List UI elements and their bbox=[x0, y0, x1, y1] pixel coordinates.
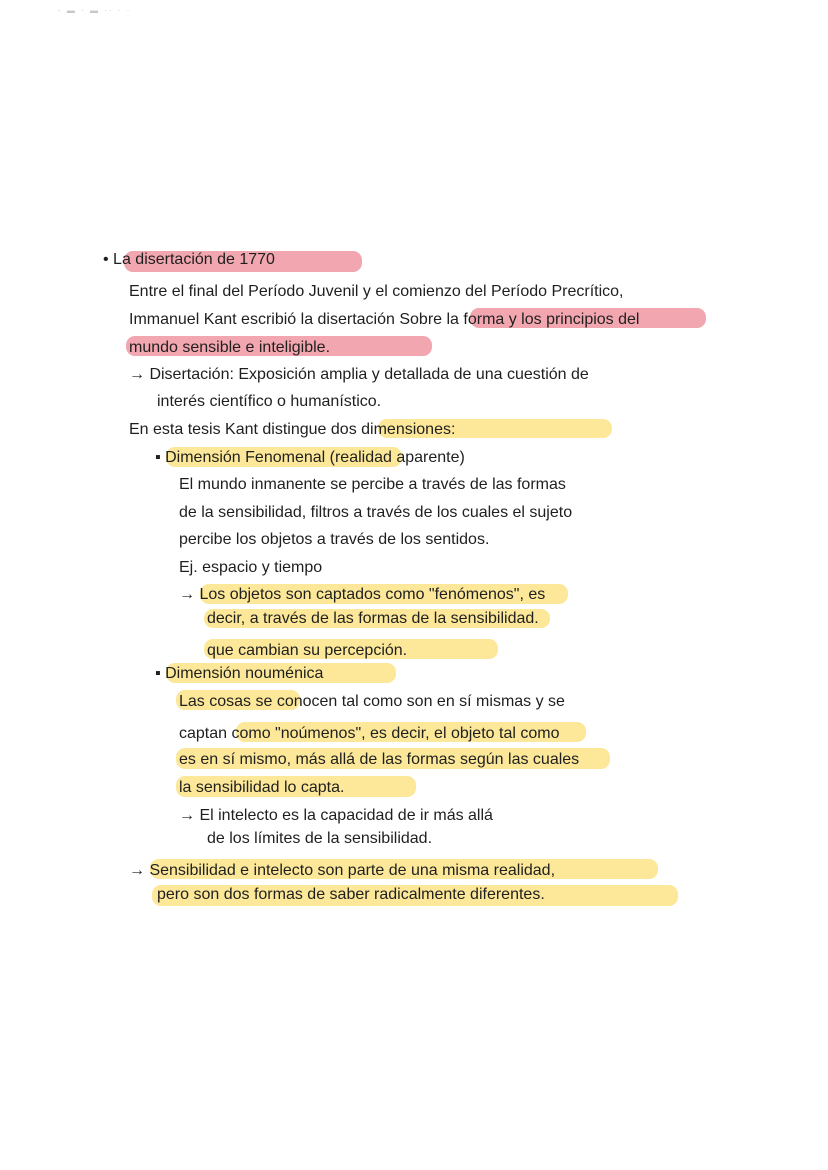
text-line: Ej. espacio y tiempo bbox=[179, 559, 323, 576]
text-line: captan como "noúmenos", es decir, el objeto tal como bbox=[179, 725, 560, 742]
text-line: de la sensibilidad, filtros a través de los cuales el sujeto bbox=[179, 504, 573, 521]
text-line: Entre el final del Período Juvenil y el comienzo del Período Precrítico, bbox=[129, 283, 624, 300]
text-line: la sensibilidad lo capta. bbox=[179, 779, 345, 796]
arrow-note: → Sensibilidad e intelecto son parte de una misma realidad, bbox=[129, 862, 556, 879]
text-line: mundo sensible e inteligible. bbox=[129, 339, 331, 356]
subsection-title: ▪ Dimensión nouménica bbox=[155, 665, 324, 682]
text-line: es en sí mismo, más allá de las formas según las cuales bbox=[179, 751, 580, 768]
text-line: Immanuel Kant escribió la disertación Sobre la forma y los principios del bbox=[129, 311, 640, 328]
text-line: En esta tesis Kant distingue dos dimensiones: bbox=[129, 421, 456, 438]
text-line: Las cosas se conocen tal como son en sí mismas y se bbox=[179, 693, 565, 710]
arrow-note: → Disertación: Exposición amplia y detallada de una cuestión de bbox=[129, 366, 589, 383]
arrow-note: → Los objetos son captados como "fenómenos", es bbox=[179, 586, 546, 603]
text-line: El mundo inmanente se percibe a través de las formas bbox=[179, 476, 566, 493]
arrow-note: → El intelecto es la capacidad de ir más allá bbox=[179, 807, 493, 824]
text-line: pero son dos formas de saber radicalmente diferentes. bbox=[157, 886, 545, 903]
text-line: percibe los objetos a través de los sentidos. bbox=[179, 531, 490, 548]
text-line: de los límites de la sensibilidad. bbox=[207, 830, 433, 847]
text-line: que cambian su percepción. bbox=[207, 642, 408, 659]
text-line: decir, a través de las formas de la sensibilidad. bbox=[207, 610, 539, 627]
section-title: • La disertación de 1770 bbox=[103, 251, 275, 268]
text-line: interés científico o humanístico. bbox=[157, 393, 382, 410]
header-mark: - ▬ · ▬ ·· · · bbox=[58, 6, 132, 15]
subsection-title: ▪ Dimensión Fenomenal (realidad aparente) bbox=[155, 449, 465, 466]
